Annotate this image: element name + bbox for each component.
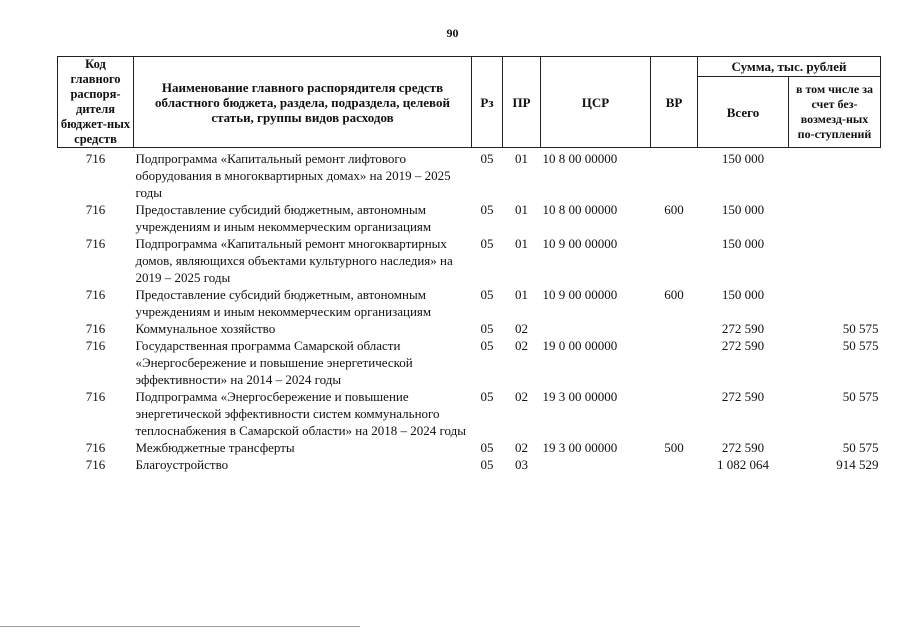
pr-cell: 01 (515, 151, 528, 166)
csr-cell: 19 0 00 00000 (542, 338, 618, 353)
vr-cell (651, 456, 698, 473)
header-pr: ПР (503, 57, 541, 148)
pr-cell: 03 (515, 457, 528, 472)
code-cell: 716 (85, 236, 106, 251)
csr-cell: 19 3 00 00000 (542, 389, 618, 404)
budget-body (58, 148, 881, 474)
code-cell: 716 (85, 338, 106, 353)
code-cell: 716 (85, 457, 106, 472)
code-cell: 716 (85, 321, 106, 336)
name-cell: Подпрограмма «Капитальный ремонт многоквартирных домов, являющихся объектами культурного наследия» на 2019 – 2025 годы (135, 236, 453, 285)
rz-cell: 05 (480, 457, 494, 472)
vr-cell: 600 (664, 287, 684, 302)
name-cell: Подпрограмма «Энергосбережение и повышение энергетической эффективности систем коммунального теплоснабжения в Самарской области» на 2018 – 2024 годы (135, 389, 467, 438)
rz-cell: 05 (480, 236, 494, 251)
name-cell: Государственная программа Самарской области «Энергосбережение и повышение энергетической эффективности» на 2014 – 2024 годы (135, 338, 413, 387)
header-name: Наименование главного распорядителя средств областного бюджета, раздела, подраздела, целевой статьи, группы видов расходов (134, 57, 472, 148)
pr-cell: 01 (515, 236, 528, 251)
rz-cell: 05 (480, 151, 494, 166)
total-cell: 150 000 (721, 151, 765, 166)
table-row (58, 201, 881, 235)
code-cell: 716 (85, 440, 106, 455)
footer-divider (0, 626, 360, 627)
header-free: в том числе за счет без-возмезд-ных по-ступлений (789, 77, 881, 148)
table-row (58, 388, 881, 439)
pr-cell: 02 (515, 338, 528, 353)
free-cell (789, 201, 881, 235)
header-sum: Сумма, тыс. рублей (698, 57, 881, 77)
vr-cell: 500 (664, 440, 684, 455)
total-cell: 150 000 (721, 287, 765, 302)
table-row (58, 148, 881, 202)
header-vr: ВР (651, 57, 698, 148)
total-cell: 272 590 (721, 389, 765, 404)
csr-cell: 10 9 00 00000 (542, 287, 618, 302)
code-cell: 716 (85, 151, 106, 166)
rz-cell: 05 (480, 389, 494, 404)
total-cell: 150 000 (721, 202, 765, 217)
total-cell: 272 590 (721, 338, 765, 353)
pr-cell: 01 (515, 202, 528, 217)
free-cell: 914 529 (836, 457, 879, 472)
csr-cell (541, 456, 651, 473)
name-cell: Коммунальное хозяйство (135, 321, 276, 336)
free-cell (789, 148, 881, 202)
table-row (58, 235, 881, 286)
csr-cell (541, 320, 651, 337)
rz-cell: 05 (480, 440, 494, 455)
vr-cell (651, 337, 698, 388)
rz-cell: 05 (480, 321, 494, 336)
code-cell: 716 (85, 389, 106, 404)
table-row (58, 439, 881, 456)
rz-cell: 05 (480, 202, 494, 217)
free-cell (789, 286, 881, 320)
csr-cell: 10 8 00 00000 (542, 151, 618, 166)
table-row (58, 286, 881, 320)
pr-cell: 02 (515, 389, 528, 404)
header-total: Всего (698, 77, 789, 148)
total-cell: 1 082 064 (717, 457, 769, 472)
free-cell (789, 235, 881, 286)
vr-cell (651, 235, 698, 286)
free-cell: 50 575 (842, 338, 879, 353)
pr-cell: 02 (515, 440, 528, 455)
budget-table (57, 56, 881, 473)
code-cell: 716 (85, 287, 106, 302)
name-cell: Предоставление субсидий бюджетным, автономным учреждениям и иным некоммерческим организациям (135, 202, 432, 234)
table-row (58, 456, 881, 473)
total-cell: 272 590 (721, 321, 765, 336)
free-cell: 50 575 (842, 321, 879, 336)
header-code: Код главного распоря-дителя бюджет-ных средств (58, 57, 134, 148)
header-csr: ЦСР (541, 57, 651, 148)
vr-cell (651, 388, 698, 439)
free-cell: 50 575 (842, 440, 879, 455)
csr-cell: 19 3 00 00000 (542, 440, 618, 455)
name-cell: Межбюджетные трансферты (135, 440, 295, 455)
total-cell: 272 590 (721, 440, 765, 455)
pr-cell: 02 (515, 321, 528, 336)
name-cell: Предоставление субсидий бюджетным, автономным учреждениям и иным некоммерческим организациям (135, 287, 432, 319)
pr-cell: 01 (515, 287, 528, 302)
table-row (58, 320, 881, 337)
table-row (58, 337, 881, 388)
header-rz: Рз (472, 57, 503, 148)
name-cell: Благоустройство (135, 457, 229, 472)
name-cell: Подпрограмма «Капитальный ремонт лифтового оборудования в многоквартирных домах» на 2019 – 2025 годы (135, 151, 451, 200)
vr-cell: 600 (664, 202, 684, 217)
rz-cell: 05 (480, 338, 494, 353)
vr-cell (651, 320, 698, 337)
page-number: 90 (446, 26, 459, 40)
free-cell: 50 575 (842, 389, 879, 404)
csr-cell: 10 8 00 00000 (542, 202, 618, 217)
vr-cell (651, 148, 698, 202)
total-cell: 150 000 (721, 236, 765, 251)
csr-cell: 10 9 00 00000 (542, 236, 618, 251)
rz-cell: 05 (480, 287, 494, 302)
code-cell: 716 (85, 202, 106, 217)
